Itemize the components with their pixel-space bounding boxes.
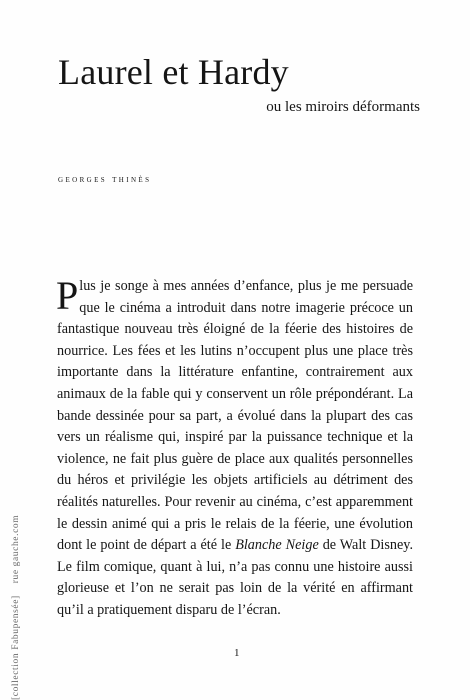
spine-text — [12, 515, 22, 700]
film-title: Blanche Neige — [235, 537, 319, 554]
drop-cap: P — [56, 273, 79, 318]
author-name: georges thinès — [58, 174, 152, 185]
body-text — [56, 273, 414, 622]
body-paragraph — [56, 273, 414, 622]
book-subtitle: ou les miroirs déformants — [266, 99, 420, 115]
body-text-end: de Walt Disney. Le film comique, quant à lui, n’a pas connu une histoire aussi glorieuse et l’on ne serait pas loin de la vérité en affirmant qu’il a pratiquement disparu de l’écran. — [57, 537, 414, 618]
spine-site-label: rue gauche.com — [11, 514, 21, 584]
body-text-start: lus je songe à mes années d’enfance, plus je me persuade que le cinéma a introduit dans notre imagerie précoce un fantastique nouveau très éloigné de la féerie des histoires de nourrice. Les fées et les lutins n’occupent plus une place très importante dans la littérature enfantine, contrairement aux animaux de la fable qui y conservent un rôle prépondérant. La bande dessinée pour sa part, a évolué dans la plupart des cas vers un réalisme qui, inspiré par la puissance technique et la violence, ne fait plus guère de place aux qualités personnelles du héros et privilégie les objets artificiels au détriment des réalités naturelles. Pour revenir au cinéma, c’est apparemment le dessin animé qui a pris le relais de la féerie, une évolution dont le point de départ a été le — [57, 278, 413, 554]
page-number: 1 — [234, 647, 240, 659]
book-title: Laurel et Hardy — [58, 52, 289, 92]
spine-collection-label: [collection Fabupensée] — [11, 595, 21, 700]
